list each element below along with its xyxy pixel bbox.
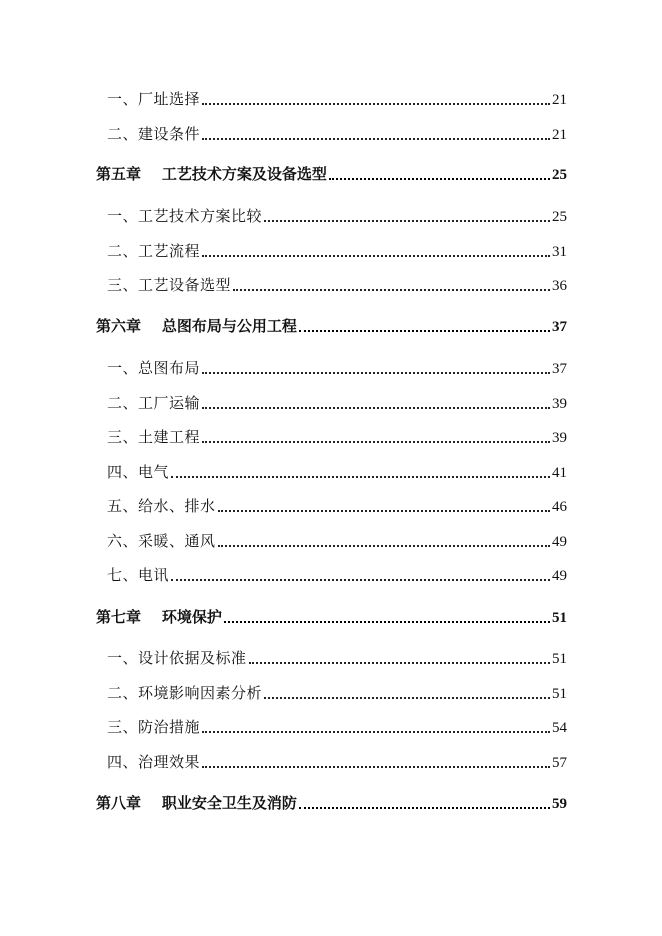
- toc-page-number: 54: [552, 720, 567, 736]
- toc-chapter-title: 第五章 工艺技术方案及设备选型: [96, 165, 327, 183]
- toc-chapter[interactable]: [96, 605, 567, 627]
- toc-page-number: 59: [552, 796, 567, 812]
- toc-entry[interactable]: [96, 715, 567, 737]
- toc-entry[interactable]: [96, 356, 567, 378]
- toc-entry-title: 四、治理效果: [107, 753, 201, 771]
- toc-page-number: 25: [552, 209, 567, 225]
- toc-page-number: 25: [552, 167, 567, 183]
- toc-page-number: 51: [552, 610, 567, 626]
- toc-entry-title: 四、电气: [107, 463, 170, 481]
- toc-page-number: 37: [552, 361, 567, 377]
- toc-page-number: 31: [552, 244, 567, 260]
- toc-entry-title: 一、厂址选择: [107, 90, 201, 108]
- toc-entry-title: 三、工艺设备选型: [107, 276, 232, 294]
- toc-entry[interactable]: [96, 460, 567, 482]
- toc-entry[interactable]: [96, 273, 567, 295]
- dot-leader: [299, 807, 550, 809]
- dot-leader: [202, 407, 550, 409]
- toc-page-number: 36: [552, 278, 567, 294]
- dot-leader: [249, 662, 550, 664]
- toc-entry[interactable]: [96, 529, 567, 551]
- toc-entry[interactable]: [96, 425, 567, 447]
- dot-leader: [202, 441, 550, 443]
- toc-entry[interactable]: [96, 122, 567, 144]
- toc-chapter[interactable]: [96, 314, 567, 336]
- toc-entry[interactable]: [96, 239, 567, 261]
- dot-leader: [202, 766, 550, 768]
- dot-leader: [264, 220, 550, 222]
- toc-page-number: 39: [552, 430, 567, 446]
- dot-leader: [202, 372, 550, 374]
- dot-leader: [202, 103, 550, 105]
- toc-entry[interactable]: [96, 750, 567, 772]
- toc-page-number: 49: [552, 568, 567, 584]
- dot-leader: [329, 178, 550, 180]
- toc-entry-title: 一、总图布局: [107, 359, 201, 377]
- toc-page-number: 41: [552, 465, 567, 481]
- toc-page-number: 57: [552, 755, 567, 771]
- toc-entry[interactable]: [96, 681, 567, 703]
- dot-leader: [224, 621, 550, 623]
- toc-entry-title: 二、工厂运输: [107, 394, 201, 412]
- toc-entry[interactable]: [96, 646, 567, 668]
- toc-entry-title: 三、防治措施: [107, 718, 201, 736]
- toc-entry-title: 三、土建工程: [107, 428, 201, 446]
- toc-page-number: 51: [552, 686, 567, 702]
- toc-page-number: 21: [552, 127, 567, 143]
- toc-entry-title: 六、采暖、通风: [107, 532, 216, 550]
- toc-entry-title: 二、工艺流程: [107, 242, 201, 260]
- toc-entry-title: 七、电讯: [107, 566, 170, 584]
- dot-leader: [299, 330, 550, 332]
- dot-leader: [171, 476, 550, 478]
- toc-entry[interactable]: [96, 87, 567, 109]
- dot-leader: [264, 697, 550, 699]
- toc-entry-title: 二、建设条件: [107, 125, 201, 143]
- dot-leader: [171, 579, 550, 581]
- toc-chapter-title: 第七章 环境保护: [96, 608, 222, 626]
- toc-page-number: 49: [552, 534, 567, 550]
- dot-leader: [202, 731, 550, 733]
- toc-chapter[interactable]: [96, 791, 567, 813]
- toc-entry-title: 一、设计依据及标准: [107, 649, 247, 667]
- toc-entry[interactable]: [96, 494, 567, 516]
- toc-entry-title: 二、环境影响因素分析: [107, 684, 263, 702]
- toc-entry-title: 五、给水、排水: [107, 497, 216, 515]
- toc-page-number: 51: [552, 651, 567, 667]
- toc-entry[interactable]: [96, 391, 567, 413]
- dot-leader: [233, 289, 550, 291]
- toc-entry-title: 一、工艺技术方案比较: [107, 207, 263, 225]
- toc-page-number: 39: [552, 396, 567, 412]
- toc-chapter-title: 第六章 总图布局与公用工程: [96, 317, 297, 335]
- toc-chapter[interactable]: [96, 162, 567, 184]
- dot-leader: [218, 510, 550, 512]
- dot-leader: [218, 545, 550, 547]
- toc-entry[interactable]: [96, 563, 567, 585]
- toc-page-number: 21: [552, 92, 567, 108]
- toc-page-number: 37: [552, 319, 567, 335]
- dot-leader: [202, 255, 550, 257]
- toc-page-number: 46: [552, 499, 567, 515]
- dot-leader: [202, 138, 550, 140]
- toc-chapter-title: 第八章 职业安全卫生及消防: [96, 794, 297, 812]
- toc-entry[interactable]: [96, 204, 567, 226]
